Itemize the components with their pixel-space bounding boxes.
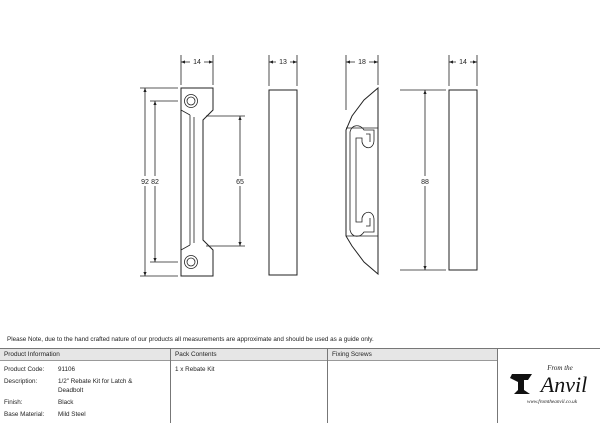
row-label-finish: Finish: xyxy=(4,399,23,406)
row-value-base-material: Mild Steel xyxy=(58,411,86,418)
pack-contents-value: 1 x Rebate Kit xyxy=(175,366,215,373)
dim-label-width-4: 14 xyxy=(459,59,467,66)
side-bar xyxy=(449,90,477,270)
packer-bar xyxy=(269,90,297,275)
product-information-header: Product Information xyxy=(0,349,170,361)
fixing-screws-column xyxy=(327,349,498,423)
logo-from-the-text: From the xyxy=(547,364,573,372)
anvil-icon xyxy=(510,374,532,394)
row-label-base-material: Base Material: xyxy=(4,411,45,418)
dim-label-height-outer: 92 xyxy=(141,179,149,186)
strike-keep-profile xyxy=(346,88,378,274)
from-the-anvil-logo xyxy=(502,356,598,418)
pack-contents-column xyxy=(170,349,328,423)
product-information-column xyxy=(0,349,170,423)
row-value-description: 1/2" Rebate Kit for Latch & Deadbolt xyxy=(58,378,133,394)
row-value-product-code: 91106 xyxy=(58,366,76,373)
logo-url-text: www.fromtheanvil.co.uk xyxy=(527,399,577,405)
pack-contents-header: Pack Contents xyxy=(171,349,328,361)
fixing-screws-header: Fixing Screws xyxy=(328,349,498,361)
row-label-description: Description: xyxy=(4,378,38,385)
dim-label-width-3: 18 xyxy=(358,59,366,66)
logo-brand-text: Anvil xyxy=(540,372,588,397)
dim-label-width-2: 13 xyxy=(279,59,287,66)
dim-label-height-side: 88 xyxy=(421,179,429,186)
dim-label-height-slot: 65 xyxy=(236,179,244,186)
measurement-disclaimer: Please Note, due to the hand crafted nature of our products all measurements are approximate and should be used as a guide only. xyxy=(7,336,374,343)
row-label-product-code: Product Code: xyxy=(4,366,45,373)
row-value-finish: Black xyxy=(58,399,74,406)
dim-label-width-1: 14 xyxy=(193,59,201,66)
dim-label-height-inner: 82 xyxy=(151,179,159,186)
